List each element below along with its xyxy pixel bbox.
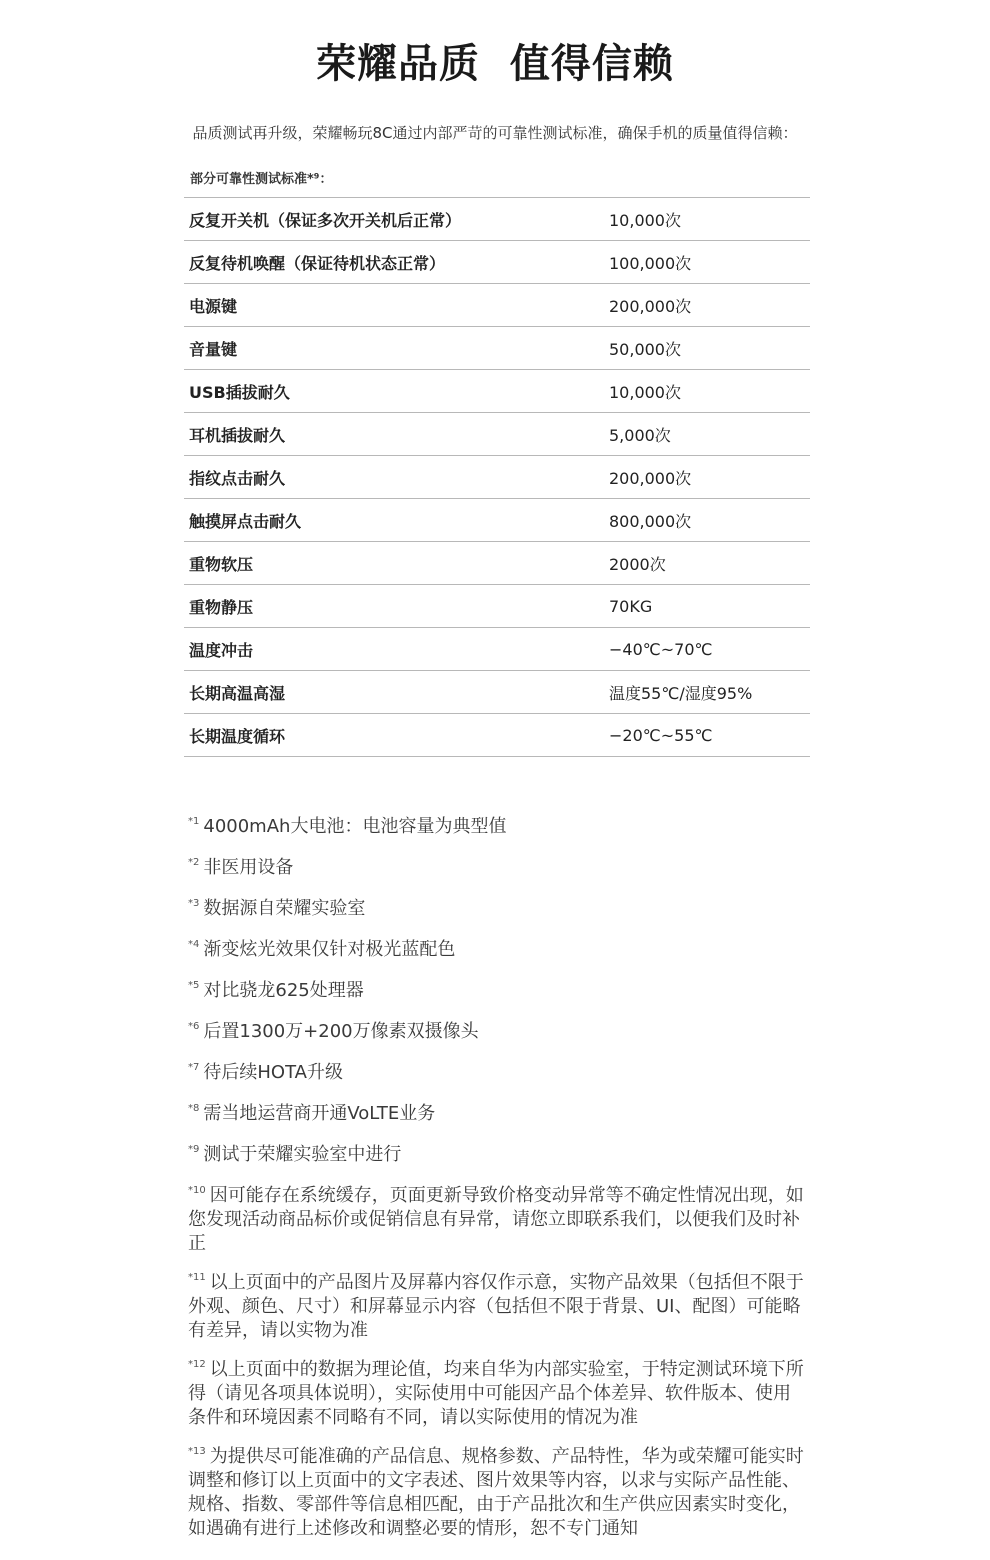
footnote-text: 需当地运营商开通VoLTE业务: [203, 1103, 436, 1124]
test-item: 反复待机唤醒（保证待机状态正常）: [184, 241, 609, 284]
test-item: 触摸屏点击耐久: [184, 499, 609, 542]
footnote-mark: *13: [188, 1446, 206, 1457]
test-item: 长期温度循环: [184, 714, 609, 757]
test-value: 200,000次: [609, 284, 810, 327]
test-item: 重物软压: [184, 542, 609, 585]
table-row: [184, 714, 810, 757]
footnote-text: 对比骁龙625处理器: [203, 980, 364, 1001]
test-item: 长期高温高湿: [184, 671, 609, 714]
footnote-mark: *7: [188, 1062, 200, 1073]
test-value: 70KG: [609, 585, 810, 628]
footnote-text: 待后续HOTA升级: [203, 1062, 343, 1083]
footnote-text: 以上页面中的数据为理论值，均来自华为内部实验室，于特定测试环境下所得（请见各项具体说明），实际使用中可能因产品个体差异、软件版本、使用条件和环境因素不同略有不同，请以实际使用的情况为准: [188, 1359, 804, 1428]
footnote: [188, 974, 808, 1003]
footnote-mark: *12: [188, 1359, 206, 1370]
test-value: 50,000次: [609, 327, 810, 370]
page-title: 荣耀品质 值得信赖: [316, 41, 674, 87]
table-row: [184, 628, 810, 671]
table-row: [184, 241, 810, 284]
footnote-mark: *2: [188, 857, 200, 868]
test-item: 耳机插拔耐久: [184, 413, 609, 456]
footnote-mark: *5: [188, 980, 200, 991]
test-value: 温度55℃/湿度95%: [609, 671, 810, 714]
reliability-test-table: [184, 197, 810, 757]
footnote-text: 4000mAh大电池：电池容量为典型值: [203, 816, 507, 837]
footnotes-list: [188, 810, 808, 1551]
test-value: 800,000次: [609, 499, 810, 542]
table-row: [184, 284, 810, 327]
footnote-text: 渐变炫光效果仅针对极光蓝配色: [203, 939, 456, 960]
footnote-mark: *8: [188, 1103, 200, 1114]
footnote-text: 为提供尽可能准确的产品信息、规格参数、产品特性，华为或荣耀可能实时调整和修订以上页面中的文字表述、图片效果等内容，以求与实际产品性能、规格、指数、零部件等信息相匹配，由于产品批次和生产供应因素实时变化，如遇确有进行上述修改和调整必要的情形，恕不专门通知: [188, 1446, 804, 1539]
table-row: [184, 198, 810, 241]
table-row: [184, 542, 810, 585]
test-value: −20℃~55℃: [609, 714, 810, 757]
footnote: [188, 1056, 808, 1085]
test-item: 指纹点击耐久: [184, 456, 609, 499]
table-row: [184, 413, 810, 456]
footnote-mark: *4: [188, 939, 200, 950]
test-value: 10,000次: [609, 198, 810, 241]
footnote-text: 后置1300万+200万像素双摄像头: [203, 1021, 479, 1042]
footnote-mark: *1: [188, 816, 200, 827]
footnote: [188, 1179, 808, 1256]
footnote-mark: *10: [188, 1185, 206, 1196]
test-value: 2000次: [609, 542, 810, 585]
table-row: [184, 671, 810, 714]
footnote-mark: *6: [188, 1021, 200, 1032]
table-row: [184, 327, 810, 370]
footnote: [188, 892, 808, 921]
footnote-text: 数据源自荣耀实验室: [203, 898, 366, 919]
footnote-mark: *11: [188, 1272, 206, 1283]
test-item: 电源键: [184, 284, 609, 327]
test-item: 反复开关机（保证多次开关机后正常）: [184, 198, 609, 241]
footnote: [188, 1440, 808, 1541]
intro-text: 品质测试再升级，荣耀畅玩8C通过内部严苛的可靠性测试标准，确保手机的质量值得信赖：: [192, 124, 798, 142]
footnote: [188, 1353, 808, 1430]
footnote-text: 因可能存在系统缓存，页面更新导致价格变动异常等不确定性情况出现，如您发现活动商品标价或促销信息有异常，请您立即联系我们，以便我们及时补正: [188, 1185, 804, 1254]
footnote-mark: *3: [188, 898, 200, 909]
footnote: [188, 1015, 808, 1044]
test-item: 温度冲击: [184, 628, 609, 671]
test-item: 重物静压: [184, 585, 609, 628]
test-item: 音量键: [184, 327, 609, 370]
test-value: 5,000次: [609, 413, 810, 456]
table-caption: 部分可靠性测试标准*⁹：: [190, 172, 333, 187]
table-row: [184, 456, 810, 499]
test-item: USB插拔耐久: [184, 370, 609, 413]
footnote: [188, 1138, 808, 1167]
footnote: [188, 933, 808, 962]
test-value: 100,000次: [609, 241, 810, 284]
footnote-text: 非医用设备: [203, 857, 294, 878]
footnote: [188, 1097, 808, 1126]
footnote: [188, 851, 808, 880]
footnote-text: 以上页面中的产品图片及屏幕内容仅作示意，实物产品效果（包括但不限于外观、颜色、尺寸）和屏幕显示内容（包括但不限于背景、UI、配图）可能略有差异，请以实物为准: [188, 1272, 804, 1341]
table-row: [184, 499, 810, 542]
test-value: 10,000次: [609, 370, 810, 413]
test-value: −40℃~70℃: [609, 628, 810, 671]
table-row: [184, 585, 810, 628]
footnote: [188, 1266, 808, 1343]
footnote: [188, 810, 808, 839]
test-value: 200,000次: [609, 456, 810, 499]
footnote-mark: *9: [188, 1144, 200, 1155]
footnote-text: 测试于荣耀实验室中进行: [203, 1144, 402, 1165]
table-row: [184, 370, 810, 413]
